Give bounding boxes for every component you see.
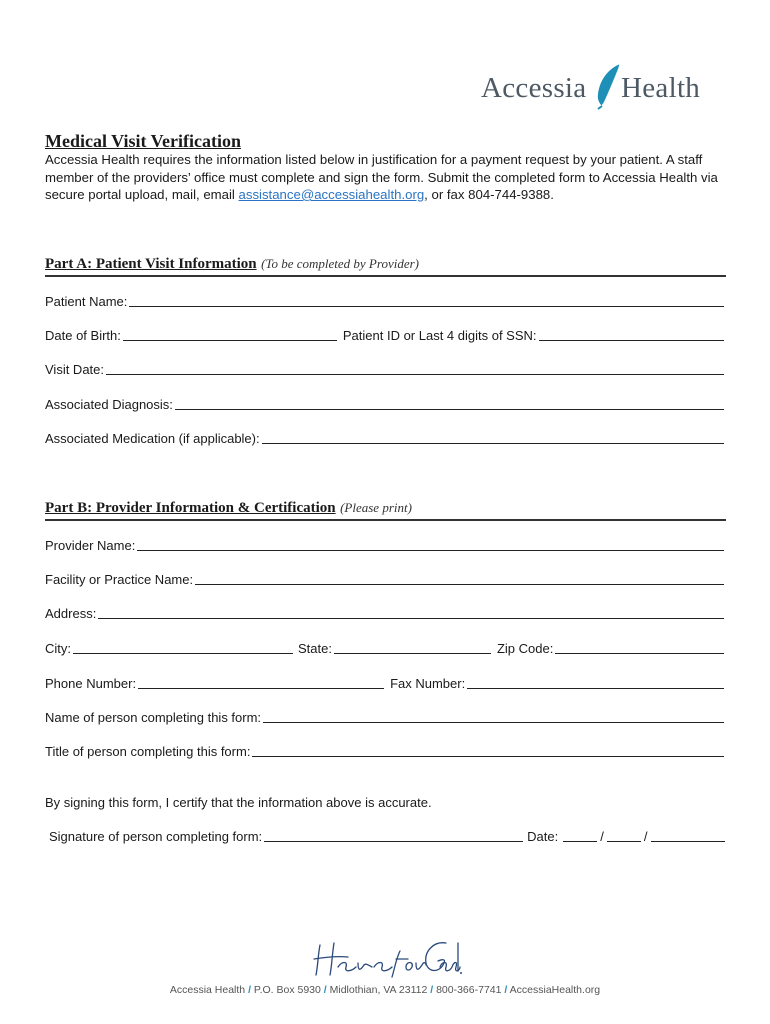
- footer-separator: /: [504, 984, 508, 996]
- intro-paragraph: [45, 151, 725, 204]
- part-a-note: (To be completed by Provider): [261, 256, 419, 271]
- person-name-label: Name of person completing this form:: [45, 710, 262, 725]
- person-title-row: [45, 744, 724, 759]
- intro-text-after: , or fax 804-744-9388.: [424, 187, 554, 202]
- medication-row: [45, 431, 724, 446]
- phone-label: Phone Number:: [45, 676, 137, 691]
- logo-text-health: Health: [621, 72, 701, 104]
- patient-name-label: Patient Name:: [45, 294, 128, 309]
- part-b-header: [45, 499, 726, 521]
- diagnosis-field[interactable]: [175, 397, 724, 410]
- facility-label: Facility or Practice Name:: [45, 572, 194, 587]
- zip-label: Zip Code:: [496, 641, 554, 656]
- visit-date-field[interactable]: [106, 362, 724, 375]
- date-year-field[interactable]: [651, 829, 726, 842]
- fax-field[interactable]: [467, 676, 724, 689]
- patient-id-field[interactable]: [539, 328, 724, 341]
- city-field[interactable]: [73, 641, 293, 654]
- medication-label: Associated Medication (if applicable):: [45, 431, 260, 446]
- here-for-good-tagline: [312, 937, 462, 979]
- date-separator: /: [600, 829, 604, 844]
- patient-name-field[interactable]: [129, 294, 724, 307]
- phone-field[interactable]: [138, 676, 384, 689]
- signature-row: [49, 829, 725, 844]
- footer-separator: /: [248, 984, 251, 996]
- address-label: Address:: [45, 606, 97, 621]
- phone-fax-row: [45, 676, 724, 691]
- medication-field[interactable]: [262, 431, 724, 444]
- date-label: Date:: [527, 829, 559, 844]
- city-state-zip-row: [45, 641, 724, 656]
- fax-label: Fax Number:: [390, 676, 466, 691]
- part-a-header: [45, 255, 726, 277]
- dob-label: Date of Birth:: [45, 328, 121, 343]
- facility-field[interactable]: [195, 572, 724, 585]
- signature-label: Signature of person completing form:: [49, 829, 263, 844]
- person-title-field[interactable]: [252, 744, 724, 757]
- part-b-title: Part B: Provider Information & Certification: [45, 500, 336, 516]
- dob-row: [45, 328, 724, 343]
- footer-po-box: P.O. Box 5930: [253, 984, 321, 996]
- person-name-field[interactable]: [263, 710, 724, 723]
- city-label: City:: [45, 641, 71, 656]
- footer-city: Midlothian, VA 23112: [329, 984, 428, 996]
- provider-name-row: [45, 538, 724, 553]
- date-month-field[interactable]: [563, 829, 597, 842]
- part-b-note: (Please print): [340, 500, 412, 515]
- accessia-health-logo: [481, 62, 711, 114]
- visit-date-row: [45, 362, 724, 377]
- facility-row: [45, 572, 724, 587]
- provider-name-label: Provider Name:: [45, 538, 136, 553]
- feather-icon: [592, 62, 624, 110]
- address-field[interactable]: [98, 606, 724, 619]
- address-row: [45, 606, 724, 621]
- date-separator: /: [643, 829, 648, 844]
- certification-statement-row: [45, 795, 724, 810]
- state-label: State:: [298, 641, 332, 656]
- signature-field[interactable]: [264, 829, 523, 842]
- logo-text-accessia: Accessia: [481, 72, 587, 104]
- diagnosis-label: Associated Diagnosis:: [45, 397, 173, 412]
- diagnosis-row: [45, 397, 724, 412]
- provider-name-field[interactable]: [137, 538, 724, 551]
- footer-phone: 800-366-7741: [436, 984, 502, 996]
- footer-separator: /: [430, 984, 434, 996]
- dob-field[interactable]: [123, 328, 337, 341]
- certification-statement: By signing this form, I certify that the information above is accurate.: [45, 795, 432, 810]
- footer-website[interactable]: AccessiaHealth.org: [509, 984, 601, 996]
- footer-org: Accessia Health: [169, 984, 246, 996]
- footer-separator: /: [323, 984, 327, 996]
- person-title-label: Title of person completing this form:: [45, 744, 251, 759]
- part-a-title: Part A: Patient Visit Information: [45, 256, 257, 272]
- patient-id-label: Patient ID or Last 4 digits of SSN:: [342, 328, 537, 343]
- footer-contact: [0, 984, 770, 996]
- person-name-row: [45, 710, 724, 725]
- state-field[interactable]: [334, 641, 491, 654]
- patient-name-row: [45, 294, 724, 309]
- intro-text: Accessia Health requires the information listed below in justification for a payment request by your patient. A staff member of the providers’ office must complete and sign the form. Submit the completed form to Accessia Health via secure portal upload, mail, email: [45, 152, 718, 202]
- page-title: Medical Visit Verification: [45, 131, 241, 151]
- visit-date-label: Visit Date:: [45, 362, 105, 377]
- email-link[interactable]: assistance@accessiahealth.org: [238, 187, 425, 202]
- zip-field[interactable]: [555, 641, 724, 654]
- date-day-field[interactable]: [607, 829, 641, 842]
